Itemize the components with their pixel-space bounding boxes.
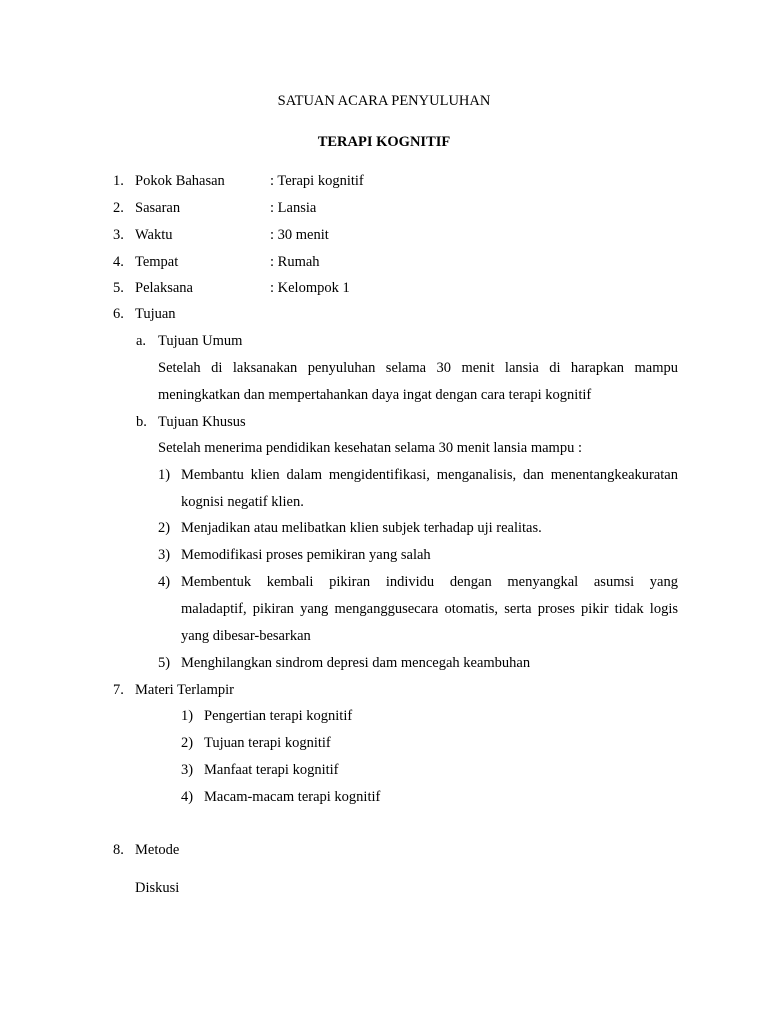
- list-number: 3.: [113, 227, 124, 243]
- paragraph-line: meningkatkan dan mempertahankan daya ingat dengan cara terapi kognitif: [158, 387, 592, 403]
- list-number: 2): [181, 735, 194, 751]
- list-item-line: yang dibesar-besarkan: [181, 628, 311, 644]
- info-label: Tempat: [135, 254, 179, 270]
- list-number: 2): [158, 520, 171, 536]
- info-label: Sasaran: [135, 200, 181, 216]
- info-value: : Rumah: [270, 254, 320, 270]
- list-item-line: maladaptif, pikiran yang menganggusecara otomatis, serta proses pikir tidak logis: [181, 601, 678, 617]
- list-item: Tujuan terapi kognitif: [204, 735, 331, 751]
- document-title: SATUAN ACARA PENYULUHAN: [277, 93, 491, 109]
- info-label: Waktu: [135, 227, 173, 243]
- info-label: Pokok Bahasan: [135, 173, 225, 189]
- list-number: 6.: [113, 306, 124, 322]
- list-number: 4.: [113, 254, 124, 270]
- info-label: Pelaksana: [135, 280, 193, 296]
- list-number: 3): [158, 547, 171, 563]
- section-heading: Metode: [135, 842, 180, 858]
- list-item: Pengertian terapi kognitif: [204, 708, 353, 724]
- list-item: Manfaat terapi kognitif: [204, 762, 339, 778]
- section-heading: Tujuan: [135, 306, 176, 322]
- paragraph-line: Setelah di laksanakan penyuluhan selama 30 menit lansia di harapkan mampu: [158, 360, 678, 376]
- subsection-heading: Tujuan Umum: [158, 333, 243, 349]
- list-item-line: kognisi negatif klien.: [181, 494, 304, 510]
- list-number: 4): [181, 789, 194, 805]
- paragraph-line: Setelah menerima pendidikan kesehatan selama 30 menit lansia mampu :: [158, 440, 582, 456]
- list-number: 4): [158, 574, 171, 590]
- list-letter: a.: [136, 333, 147, 349]
- list-item: Macam-macam terapi kognitif: [204, 789, 381, 805]
- section-value: Diskusi: [135, 880, 180, 896]
- list-number: 1): [181, 708, 194, 724]
- list-number: 5.: [113, 280, 124, 296]
- list-number: 1): [158, 467, 171, 483]
- list-item-line: Membentuk kembali pikiran individu dengan menyangkal asumsi yang: [181, 574, 678, 590]
- list-number: 2.: [113, 200, 124, 216]
- info-value: : Kelompok 1: [270, 280, 350, 296]
- subsection-heading: Tujuan Khusus: [158, 414, 246, 430]
- list-number: 1.: [113, 173, 124, 189]
- document-subtitle: TERAPI KOGNITIF: [317, 134, 451, 150]
- list-number: 3): [181, 762, 194, 778]
- list-item-line: Memodifikasi proses pemikiran yang salah: [181, 547, 431, 563]
- list-letter: b.: [136, 414, 147, 430]
- list-number: 7.: [113, 682, 124, 698]
- list-number: 8.: [113, 842, 124, 858]
- info-value: : Lansia: [270, 200, 317, 216]
- list-item-line: Menjadikan atau melibatkan klien subjek terhadap uji realitas.: [181, 520, 542, 536]
- info-value: : 30 menit: [270, 227, 329, 243]
- list-item-line: Menghilangkan sindrom depresi dam mencegah keambuhan: [181, 655, 531, 671]
- info-value: : Terapi kognitif: [270, 173, 364, 189]
- section-heading: Materi Terlampir: [135, 682, 234, 698]
- list-number: 5): [158, 655, 171, 671]
- list-item-line: Membantu klien dalam mengidentifikasi, menganalisis, dan menentangkeakuratan: [181, 467, 678, 483]
